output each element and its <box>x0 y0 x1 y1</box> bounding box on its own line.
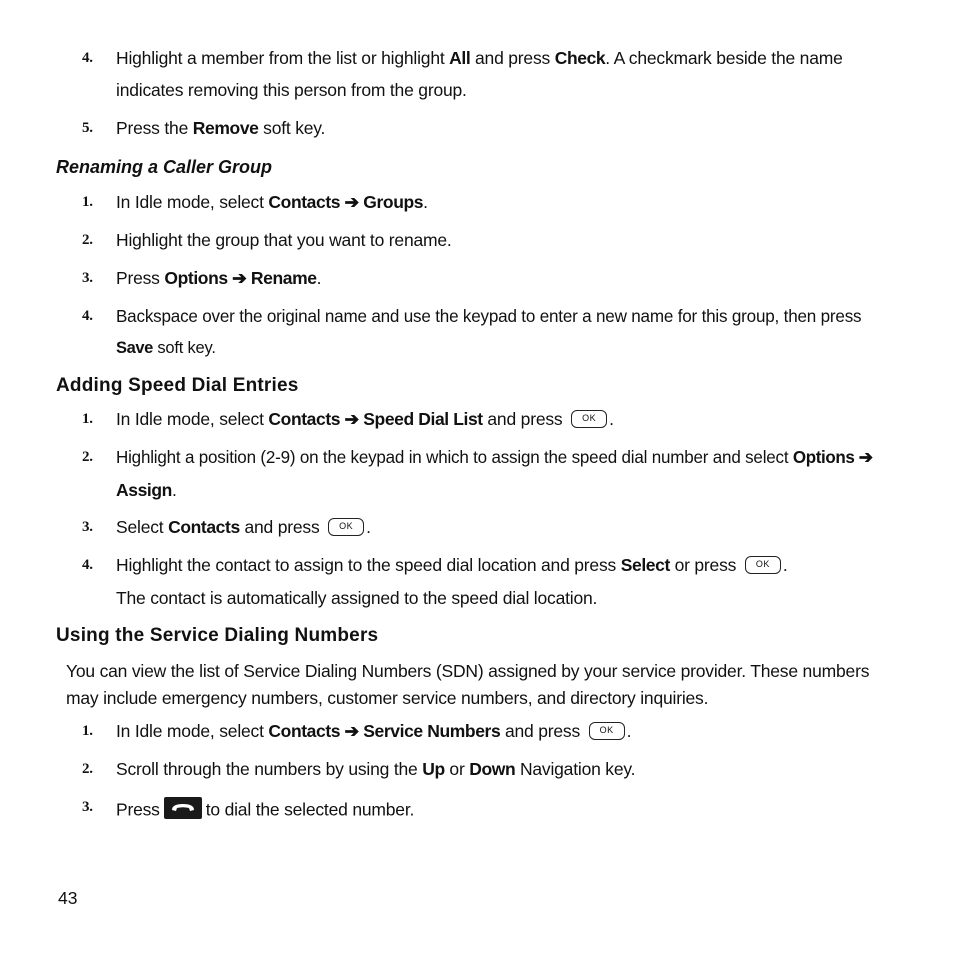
ok-key-icon: OK <box>328 518 364 536</box>
service-intro-line1: You can view the list of Service Dialing Numbers (SDN) assigned by your service provider. These numbers <box>66 661 870 681</box>
ok-key-icon: OK <box>571 410 607 428</box>
page-number: 43 <box>58 888 78 908</box>
manual-page: 4. Highlight a member from the list or highlight All and press Check. A checkmark beside the name indicates removing this person from the group. 5. Press the Remove soft key. Renaming a Caller Group 1. In Idle mode, select Contacts ➔ Groups. 2. Highlight the group that you want to rename. 3. Press Options ➔ Rename. 4. Backspace over the original name and use the keypad to enter a new name for this group, then press Save soft key. Adding Speed Dial Entries 1. In Idle mode, select Contacts ➔ Speed Dial List and press OK . 2. Highlight a position (2-9) on the keypad in which to assign the speed dial number and select Options ➔ Assign. 3. Select Contacts and press OK . 4. Highlight the contact to assign to the speed dial location and press Select or press OK . The contact is automatically assigned to the speed dial location. Using the Service Dialing Numbers You can view the list of Service Dialing Numbers (SDN) assigned by your service provider. These numbers may include emergency numbers, customer service numbers, and directory inquiries. 1. In Idle mode, select Contacts ➔ Service Numbers and press OK . 2. Scroll through the numbers by using the Up or Down Navigation key. 3. Press to dial the selected number. 43 <box>56 48 873 908</box>
step-text: Highlight a member from the list or highlight All and press Check. A checkmark beside the name <box>116 48 843 68</box>
speed-dial-heading: Adding Speed Dial Entries <box>56 375 299 396</box>
step-number: 4. <box>82 50 93 66</box>
send-key-icon <box>164 797 202 819</box>
ok-key-icon: OK <box>745 556 781 574</box>
service-heading: Using the Service Dialing Numbers <box>56 625 379 646</box>
service-intro-line2: may include emergency numbers, customer service numbers, and directory inquiries. <box>66 688 709 708</box>
ok-key-icon: OK <box>589 722 625 740</box>
step-number: 5. <box>82 120 93 136</box>
renaming-heading: Renaming a Caller Group <box>56 157 273 177</box>
